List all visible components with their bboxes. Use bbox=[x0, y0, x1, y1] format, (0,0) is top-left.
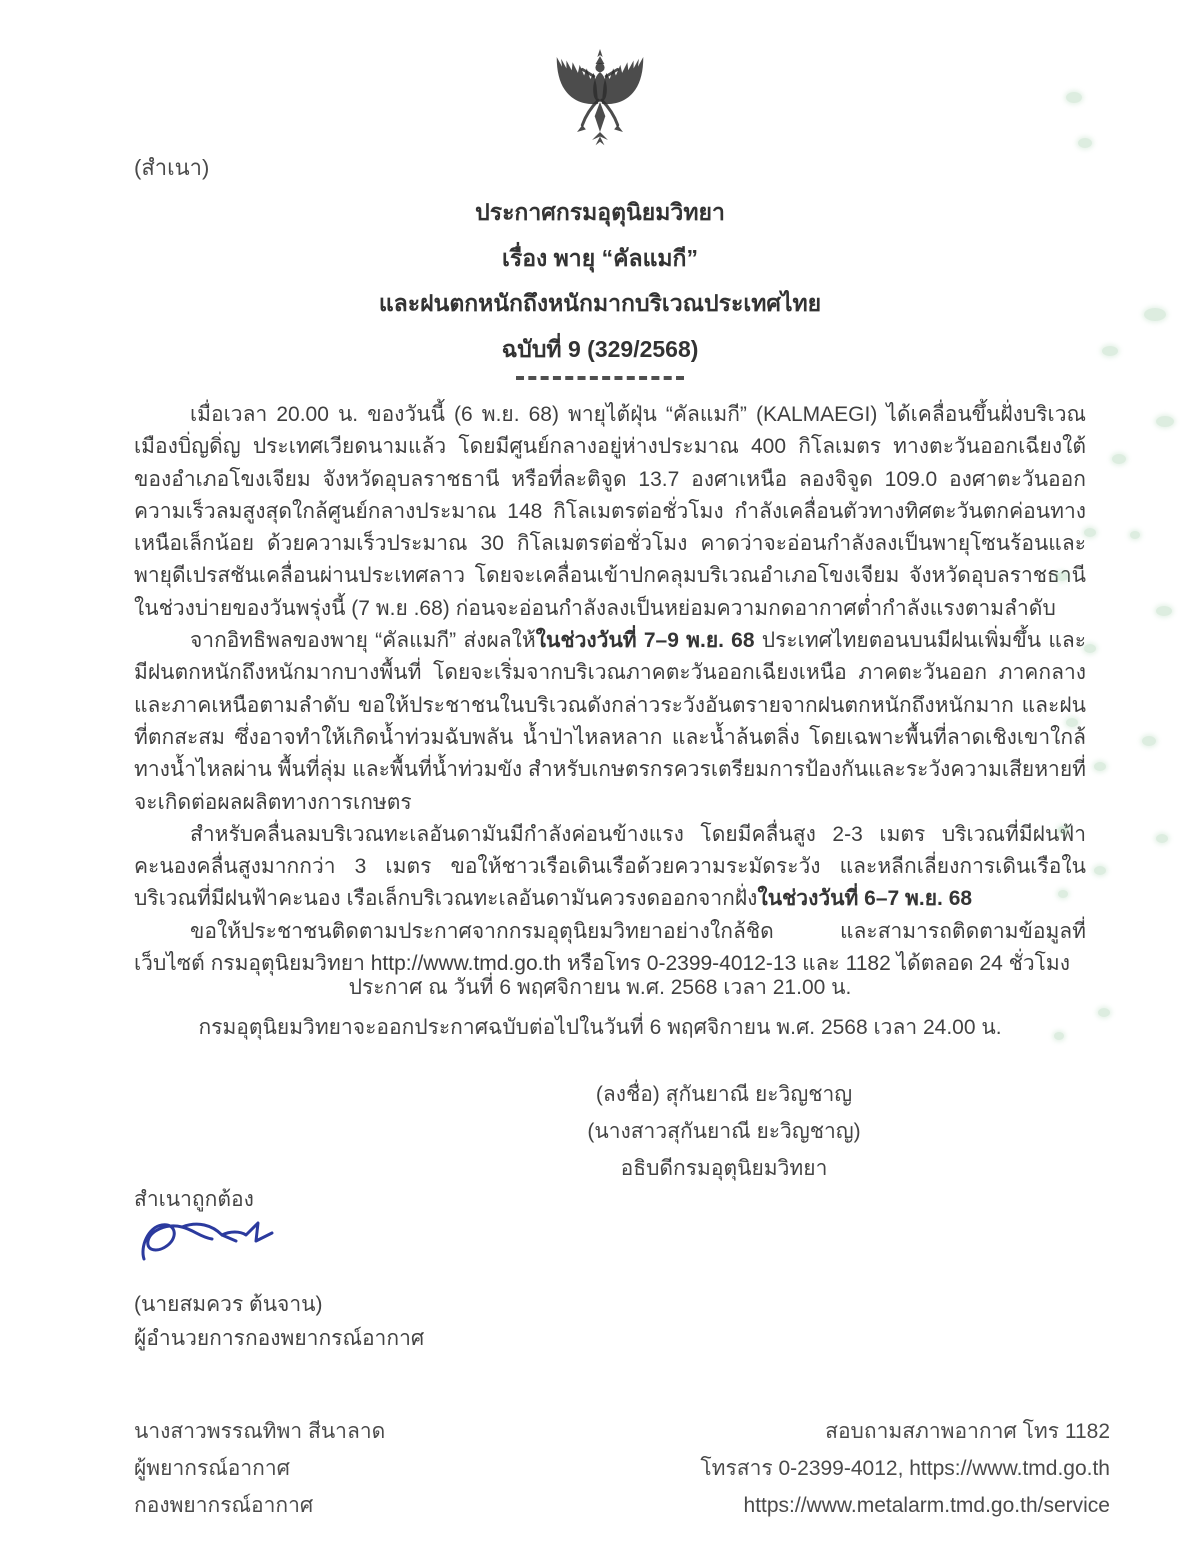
document-subject-line1: เรื่อง พายุ “คัลแมกี” bbox=[502, 244, 698, 271]
handwritten-signature-icon bbox=[138, 1219, 494, 1282]
scan-artifact bbox=[1094, 866, 1106, 875]
scan-artifact bbox=[1156, 606, 1172, 616]
signer-position: อธิบดีกรมอุตุนิยมวิทยา bbox=[620, 1157, 828, 1180]
scan-artifact bbox=[1144, 308, 1166, 321]
forecaster-name: นางสาวพรรณทิพา สีนาลาด bbox=[134, 1420, 386, 1443]
certifier-name: (นายสมควร ต้นจาน) bbox=[134, 1293, 323, 1316]
scan-artifact bbox=[1094, 762, 1106, 771]
forecaster-title: ผู้พยากรณ์อากาศ bbox=[134, 1457, 290, 1480]
scan-artifact bbox=[1056, 572, 1068, 581]
scan-artifact bbox=[1084, 644, 1096, 653]
scan-artifact bbox=[1098, 1008, 1110, 1017]
body-paragraph-rain-impact: จากอิทธิพลของพายุ “คัลแมกี” ส่งผลให้ในช่วงวันที่ 7–9 พ.ย. 68 ประเทศไทยตอนบนมีฝนเพิ่มขึ้น และมีฝนตกหนักถึงหนักมากบางพื้นที่ โดยจะเริ่มจากบริเวณภาคตะวันออกเฉียงเหนือ ภาคตะวันออก ภาคกลาง และภาคเหนือตามลำดับ ขอให้ประชาชนในบริเวณดังกล่าวระวังอันตรายจากฝนตกหนักถึงหนักมาก และฝนที่ตกสะสม ซึ่งอาจทำให้เกิดน้ำท่วมฉับพลัน น้ำป่าไหลหลาก และน้ำล้นตลิ่ง โดยเฉพาะพื้นที่ลาดเชิงเขาใกล้ทางน้ำไหลผ่าน พื้นที่ลุ่ม และพื้นที่น้ำท่วมขัง สำหรับเกษตรกรควรเตรียมการป้องกันและระวังความเสียหายที่จะเกิดต่อผลผลิตทางการเกษตร bbox=[134, 629, 1086, 814]
body-paragraph-follow-updates: ขอให้ประชาชนติดตามประกาศจากกรมอุตุนิยมวิทยาอย่างใกล้ชิด และสามารถติดตามข้อมูลที่เว็บไซต์ กรมอุตุนิยมวิทยา http://www.tmd.go.th หรือโทร 0-2399-4012-13 และ 1182 ได้ตลอด 24 ชั่วโมง bbox=[134, 919, 1086, 976]
document-subject-line2: และฝนตกหนักถึงหนักมากบริเวณประเทศไทย bbox=[378, 290, 822, 316]
scan-artifact bbox=[1078, 138, 1092, 148]
issued-section bbox=[0, 968, 1200, 1048]
document-issue-number: ฉบับที่ 9 (329/2568) bbox=[501, 335, 699, 362]
issued-date-line: ประกาศ ณ วันที่ 6 พฤศจิกายน พ.ศ. 2568 เวลา 21.00 น. bbox=[348, 976, 852, 999]
certifier-position: ผู้อำนวยการกองพยากรณ์อากาศ bbox=[134, 1327, 425, 1350]
footer-contact-block bbox=[700, 1413, 1110, 1524]
garuda-emblem-icon bbox=[547, 44, 653, 160]
signer-block bbox=[556, 1076, 892, 1187]
scan-artifact bbox=[1066, 92, 1082, 103]
contact-fax-web-line: โทรสาร 0-2399-4012, https://www.tmd.go.th bbox=[700, 1457, 1110, 1480]
scan-artifact bbox=[1054, 1032, 1064, 1040]
scan-artifact bbox=[1156, 416, 1174, 427]
scan-artifact bbox=[1112, 454, 1126, 464]
contact-phone-line: สอบถามสภาพอากาศ โทร 1182 bbox=[825, 1420, 1110, 1443]
forecaster-division: กองพยากรณ์อากาศ bbox=[134, 1494, 314, 1517]
certified-copy-label: สำเนาถูกต้อง bbox=[134, 1188, 254, 1211]
document-footer bbox=[134, 1413, 1110, 1524]
certified-copy-block bbox=[134, 1183, 494, 1356]
scan-artifact bbox=[1058, 826, 1068, 834]
signer-name: (นางสาวสุกันยาณี ยะวิญชาญ) bbox=[587, 1120, 861, 1143]
scan-artifact bbox=[1066, 718, 1078, 727]
copy-label: (สำเนา) bbox=[134, 155, 210, 180]
document-header bbox=[0, 190, 1200, 372]
body-paragraph-storm-position: เมื่อเวลา 20.00 น. ของวันนี้ (6 พ.ย. 68) พายุไต้ฝุ่น “คัลแมกี” (KALMAEGI) ได้เคลื่อนขึ้นฝั่งบริเวณเมืองบิ่ญดิ่ญ ประเทศเวียดนามแล้ว โดยมีศูนย์กลางอยู่ห่างประมาณ 400 กิโลเมตร ทางตะวันออกเฉียงใต้ของอำเภอโขงเจียม จังหวัดอุบลราชธานี หรือที่ละติจูด 13.7 องศาเหนือ ลองจิจูด 109.0 องศาตะวันออก ความเร็วลมสูงสุดใกล้ศูนย์กลางประมาณ 148 กิโลเมตรต่อชั่วโมง กำลังเคลื่อนตัวทางทิศตะวันตกค่อนทางเหนือเล็กน้อย ด้วยความเร็วประมาณ 30 กิโลเมตรต่อชั่วโมง คาดว่าจะอ่อนกำลังลงเป็นพายุโซนร้อนและพายุดีเปรสชันเคลื่อนผ่านประเทศลาว โดยจะเคลื่อนเข้าปกคลุมบริเวณอำเภอโขงเจียม จังหวัดอุบลราชธานีในช่วงบ่ายของวันพรุ่งนี้ (7 พ.ย .68) ก่อนจะอ่อนกำลังลงเป็นหย่อมความกดอากาศต่ำกำลังแรงตามลำดับ bbox=[134, 403, 1086, 620]
scan-artifact bbox=[1102, 346, 1118, 356]
document-title: ประกาศกรมอุตุนิยมวิทยา bbox=[475, 199, 725, 225]
scan-artifact bbox=[1130, 531, 1140, 539]
scan-artifact bbox=[1058, 890, 1068, 898]
next-issue-line: กรมอุตุนิยมวิทยาจะออกประกาศฉบับต่อไปในวันที่ 6 พฤศจิกายน พ.ศ. 2568 เวลา 24.00 น. bbox=[198, 1016, 1002, 1039]
scan-artifact bbox=[1142, 736, 1156, 746]
scan-artifact bbox=[1084, 528, 1096, 537]
body-paragraph-sea-conditions: สำหรับคลื่นลมบริเวณทะเลอันดามันมีกำลังค่อนข้างแรง โดยมีคลื่นสูง 2-3 เมตร บริเวณที่มีฝนฟ้าคะนองคลื่นสูงมากกว่า 3 เมตร ขอให้ชาวเรือเดินเรือด้วยความระมัดระวัง และหลีกเลี่ยงการเดินเรือในบริเวณที่มีฝนฟ้าคะนอง เรือเล็กบริเวณทะเลอันดามันควรงดออกจากฝั่งในช่วงวันที่ 6–7 พ.ย. 68 bbox=[134, 822, 1086, 911]
contact-alert-site-line: https://www.metalarm.tmd.go.th/service bbox=[743, 1494, 1110, 1517]
scan-artifact bbox=[1156, 834, 1168, 843]
divider-line bbox=[516, 376, 684, 380]
document-body bbox=[134, 399, 1086, 980]
footer-forecaster-block bbox=[134, 1413, 385, 1524]
signed-by-line: (ลงชื่อ) สุกันยาณี ยะวิญชาญ bbox=[595, 1083, 853, 1106]
